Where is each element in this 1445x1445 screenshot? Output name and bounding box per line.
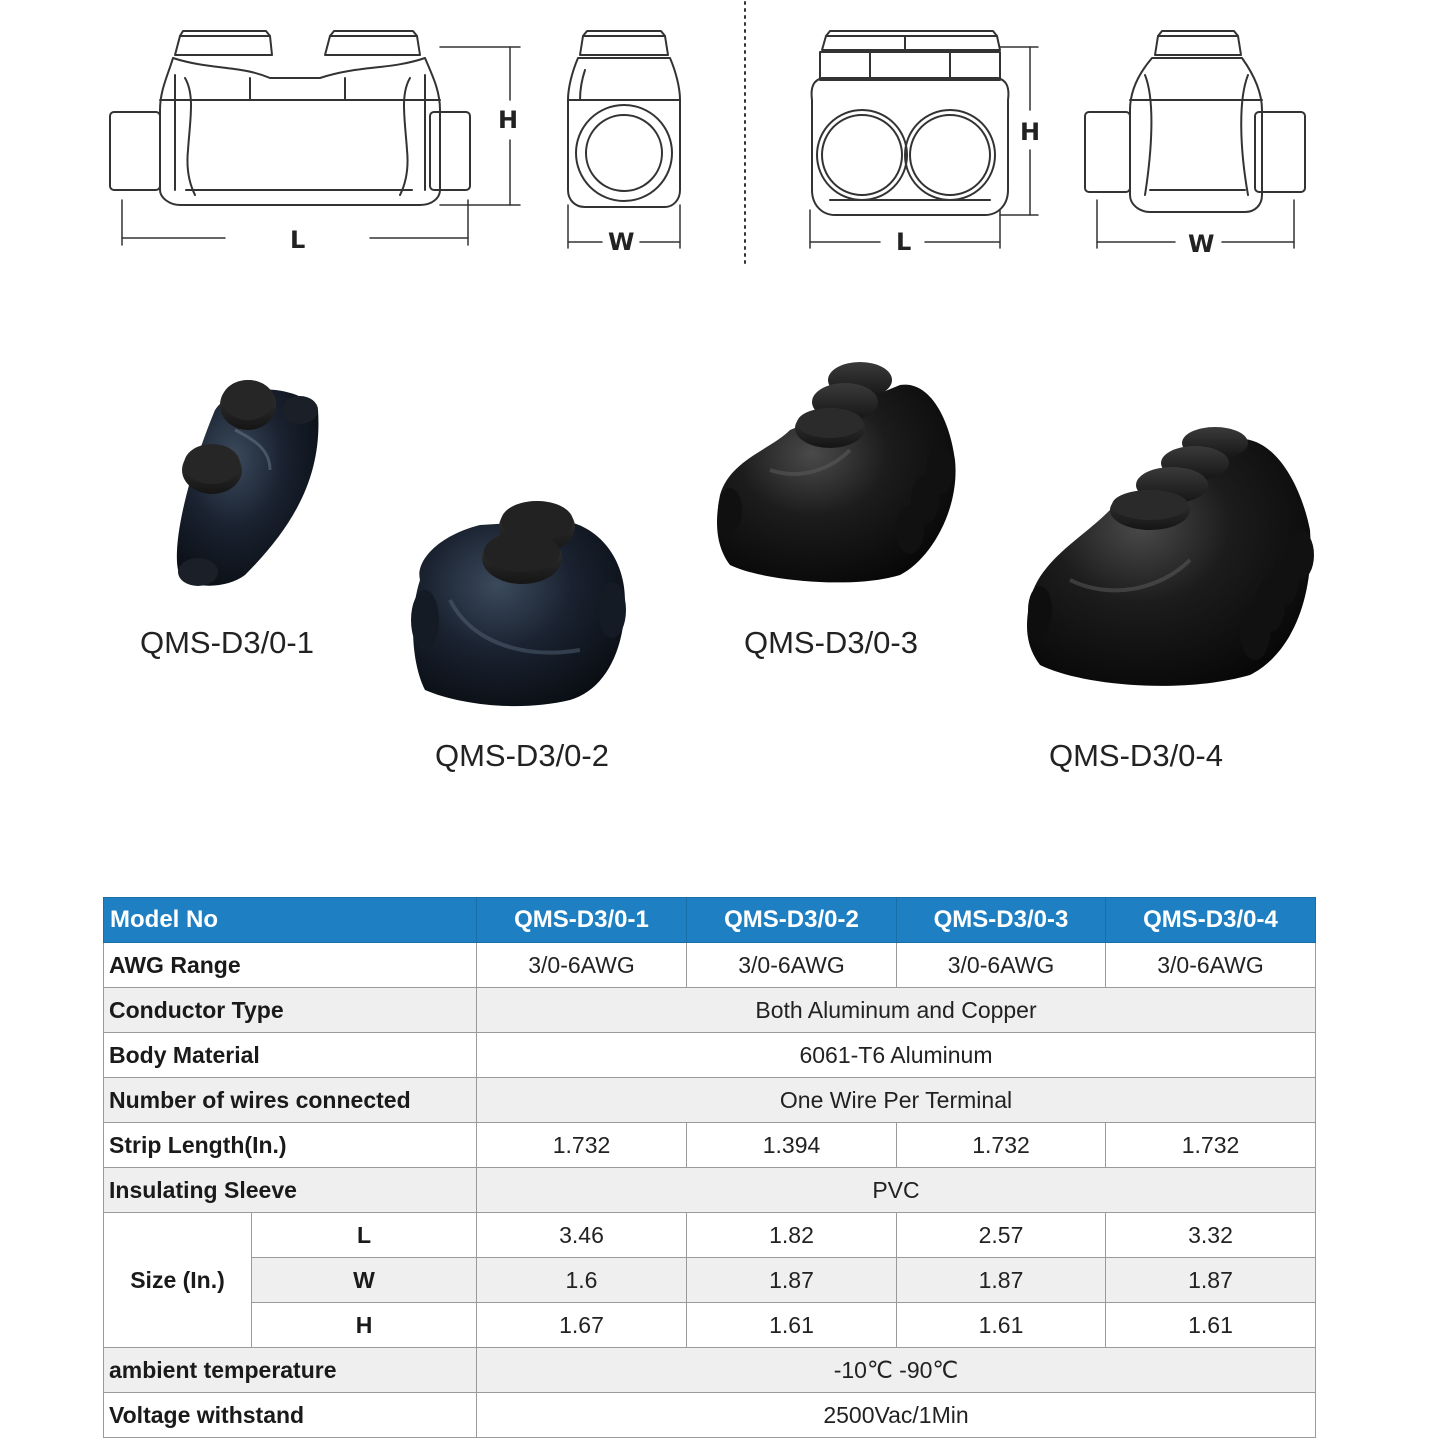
row-label: ambient temperature — [104, 1348, 477, 1393]
cell: 6061-T6 Aluminum — [477, 1033, 1316, 1078]
row-label: Voltage withstand — [104, 1393, 477, 1438]
row-label: Insulating Sleeve — [104, 1168, 477, 1213]
row-label: Number of wires connected — [104, 1078, 477, 1123]
cell: 1.61 — [897, 1303, 1106, 1348]
left-width-label: W — [608, 228, 635, 256]
right-height-label: H — [1020, 118, 1041, 146]
header-model-3: QMS-D3/0-3 — [897, 898, 1106, 943]
row-sleeve — [104, 1168, 1316, 1213]
row-label: Conductor Type — [104, 988, 477, 1033]
cell: Both Aluminum and Copper — [477, 988, 1316, 1033]
product-label-3: QMS-D3/0-3 — [744, 625, 918, 660]
product-photo-3 — [717, 362, 956, 582]
row-label: Strip Length(In.) — [104, 1123, 477, 1168]
row-body-material — [104, 1033, 1316, 1078]
row-size-l — [104, 1213, 1316, 1258]
row-size-w — [104, 1258, 1316, 1303]
size-label: Size (In.) — [104, 1213, 252, 1348]
product-photo-1 — [177, 380, 319, 586]
cell: 3/0-6AWG — [477, 943, 687, 988]
left-height-label: H — [498, 106, 519, 134]
size-sub-w: W — [252, 1258, 477, 1303]
row-wires — [104, 1078, 1316, 1123]
row-strip-length — [104, 1123, 1316, 1168]
cell: 2.57 — [897, 1213, 1106, 1258]
cell: 1.394 — [687, 1123, 897, 1168]
row-ambient — [104, 1348, 1316, 1393]
cell: 1.732 — [1106, 1123, 1316, 1168]
header-model-4: QMS-D3/0-4 — [1106, 898, 1316, 943]
product-photos — [0, 340, 1445, 720]
product-photo-4 — [1027, 427, 1314, 686]
header-model-2: QMS-D3/0-2 — [687, 898, 897, 943]
cell: 3/0-6AWG — [1106, 943, 1316, 988]
cell: 1.82 — [687, 1213, 897, 1258]
product-label-4: QMS-D3/0-4 — [1049, 738, 1223, 773]
product-label-2: QMS-D3/0-2 — [435, 738, 609, 773]
cell: -10℃ -90℃ — [477, 1348, 1316, 1393]
size-sub-h: H — [252, 1303, 477, 1348]
cell: PVC — [477, 1168, 1316, 1213]
cell: 1.67 — [477, 1303, 687, 1348]
right-front-drawing — [812, 31, 1009, 215]
right-width-label: W — [1188, 230, 1215, 258]
cell: 1.87 — [897, 1258, 1106, 1303]
row-voltage — [104, 1393, 1316, 1438]
header-model-1: QMS-D3/0-1 — [477, 898, 687, 943]
cell: 3/0-6AWG — [897, 943, 1106, 988]
header-model-no: Model No — [104, 898, 477, 943]
cell: 1.61 — [687, 1303, 897, 1348]
product-label-1: QMS-D3/0-1 — [140, 625, 314, 660]
product-photo-2 — [411, 501, 626, 706]
left-front-drawing — [110, 31, 470, 205]
cell: 1.732 — [477, 1123, 687, 1168]
row-awg — [104, 943, 1316, 988]
left-side-drawing — [568, 31, 680, 207]
row-size-h — [104, 1303, 1316, 1348]
right-length-label: L — [896, 228, 912, 256]
cell: One Wire Per Terminal — [477, 1078, 1316, 1123]
cell: 1.732 — [897, 1123, 1106, 1168]
right-side-drawing — [1085, 31, 1305, 212]
cell: 1.6 — [477, 1258, 687, 1303]
left-length-label: L — [290, 226, 306, 254]
cell: 1.87 — [687, 1258, 897, 1303]
row-label: AWG Range — [104, 943, 477, 988]
size-sub-l: L — [252, 1213, 477, 1258]
cell: 1.87 — [1106, 1258, 1316, 1303]
spec-table — [103, 897, 1316, 1438]
row-label: Body Material — [104, 1033, 477, 1078]
cell: 2500Vac/1Min — [477, 1393, 1316, 1438]
table-header-row — [104, 898, 1316, 943]
cell: 3.32 — [1106, 1213, 1316, 1258]
cell: 3.46 — [477, 1213, 687, 1258]
cell: 3/0-6AWG — [687, 943, 897, 988]
row-conductor — [104, 988, 1316, 1033]
technical-drawings — [0, 0, 1445, 300]
cell: 1.61 — [1106, 1303, 1316, 1348]
